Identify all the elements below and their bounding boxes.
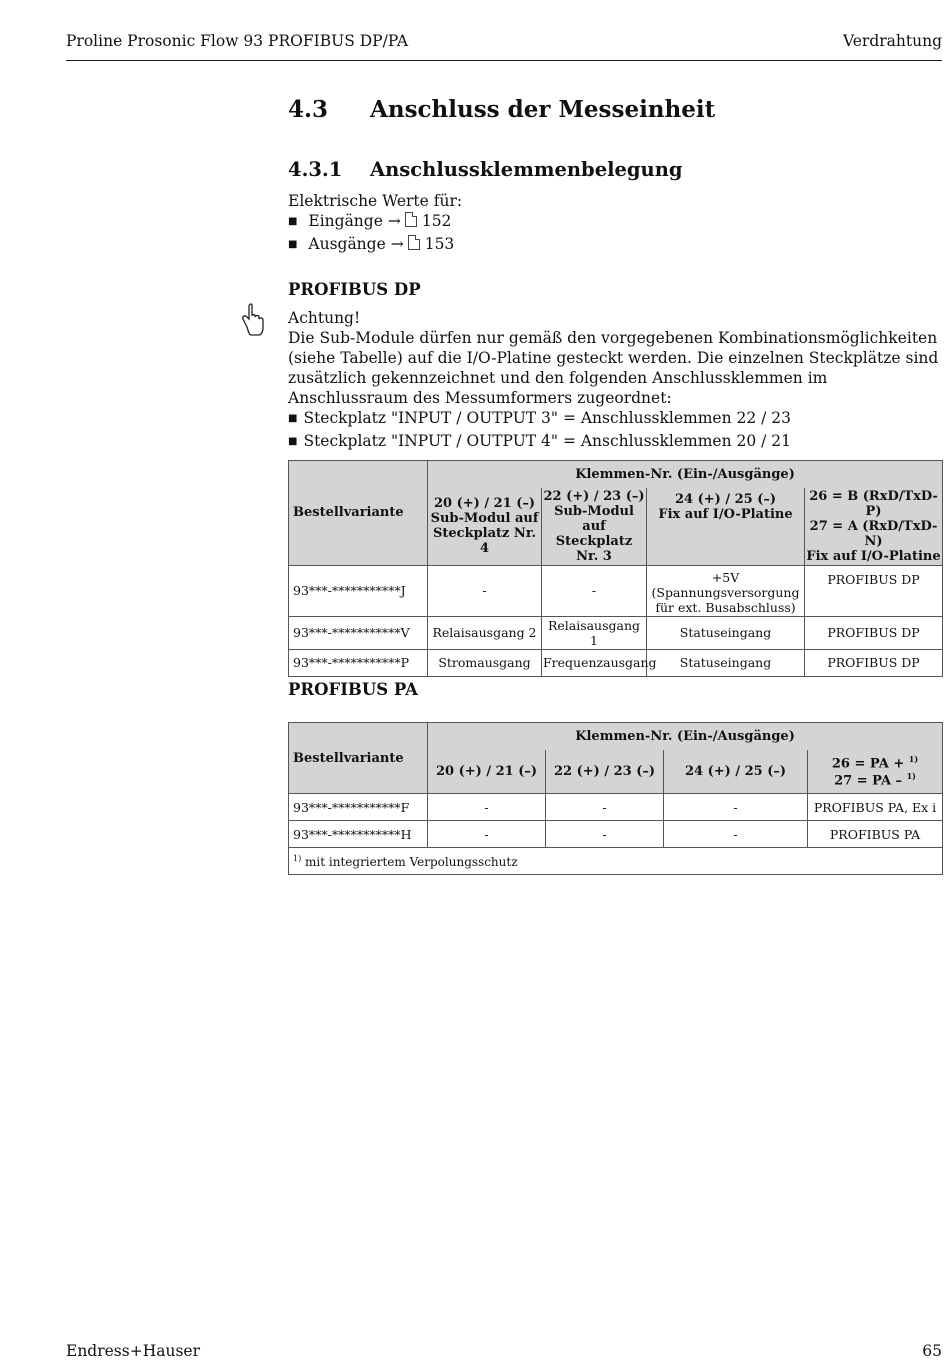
- profibus-pa-table: [288, 722, 943, 875]
- table-cell: PROFIBUS DP: [805, 649, 943, 676]
- table-cell: Statuseingang: [647, 649, 805, 676]
- subsection-number: 4.3.1: [288, 158, 343, 181]
- header-line: 24 (+) / 25 (–): [674, 491, 777, 507]
- column-header-variant: Bestellvariante: [289, 723, 428, 794]
- table-footnote-row: [289, 848, 943, 875]
- header-line: Fix auf I/O-Platine: [658, 506, 793, 522]
- column-header-terminal-24-25: 24 (+) / 25 (–): [664, 750, 808, 794]
- list-item-label: Ausgänge: [308, 235, 386, 253]
- table-header-row: [289, 461, 943, 488]
- table-cell: -: [546, 821, 664, 848]
- table-cell: Frequenzausgang: [542, 649, 647, 676]
- profibus-dp-table: [288, 460, 943, 677]
- table-cell: -: [428, 794, 546, 821]
- column-header-variant: Bestellvariante: [289, 461, 428, 566]
- column-header-terminal-22-23: 22 (+) / 23 (–): [546, 750, 664, 794]
- table-cell: Relaisausgang 1: [542, 616, 647, 649]
- table-cell: -: [664, 794, 808, 821]
- table-row: [289, 794, 943, 821]
- section-heading: [288, 96, 715, 123]
- pointing-hand-icon: [238, 302, 266, 338]
- table-cell: PROFIBUS PA: [808, 821, 943, 848]
- footnote-marker: 1): [908, 753, 919, 764]
- table-cell: -: [664, 821, 808, 848]
- header-line: 26 = B (RxD/TxD-P): [809, 488, 938, 519]
- section-number: 4.3: [288, 96, 329, 123]
- header-line: Sub-Modul auf: [430, 511, 539, 526]
- footnote-text: mit integriertem Verpolungsschutz: [305, 854, 518, 869]
- header-line: 26 = PA +: [831, 756, 905, 772]
- table-cell: -: [428, 565, 542, 616]
- table-cell: PROFIBUS DP: [805, 616, 943, 649]
- warning-text: Die Sub-Module dürfen nur gemäß den vorgegebenen Kombinationsmöglichkeiten (siehe Tabelle) auf die I/O-Platine gesteckt werden. Die einzelnen Steckplätze sind zusätzlich gekennzeichnet und den folgenden Anschlussklemmen im Anschlussraum des Messumformers zugeordnet:: [288, 329, 939, 407]
- profibus-pa-title: PROFIBUS PA: [288, 680, 418, 699]
- page-reference-link[interactable]: 153: [424, 235, 455, 253]
- list-item: ■ Steckplatz "INPUT / OUTPUT 3" = Anschlussklemmen 22 / 23: [288, 408, 943, 431]
- list-item: [288, 211, 938, 234]
- list-item: ■ Steckplatz "INPUT / OUTPUT 4" = Anschlussklemmen 20 / 21: [288, 431, 943, 454]
- profibus-dp-title: PROFIBUS DP: [288, 280, 421, 299]
- order-variant-cell: 93***-***********P: [289, 649, 428, 676]
- running-header-title: Proline Prosonic Flow 93 PROFIBUS DP/PA: [66, 32, 409, 50]
- column-header-terminal-24-25: [647, 488, 805, 566]
- header-rule: [66, 60, 942, 61]
- order-variant-cell: 93***-***********H: [289, 821, 428, 848]
- order-variant-cell: 93***-***********V: [289, 616, 428, 649]
- warning-notice: [288, 308, 943, 454]
- table-cell: Relaisausgang 2: [428, 616, 542, 649]
- column-header-terminal-22-23: [542, 488, 647, 566]
- header-line: Steckplatz Nr. 4: [432, 526, 537, 556]
- table-cell: PROFIBUS DP: [805, 565, 943, 616]
- table-header-row: [289, 723, 943, 750]
- header-line: 27 = A (RxD/TxD-N): [809, 518, 938, 549]
- table-row: [289, 616, 943, 649]
- table-row: [289, 649, 943, 676]
- footer-brand: Endress+Hauser: [66, 1342, 200, 1360]
- table-cell: Stromausgang: [428, 649, 542, 676]
- arrow-icon: →: [387, 212, 401, 230]
- header-line: Sub-Modul auf: [554, 503, 634, 534]
- section-title: Anschluss der Messeinheit: [370, 96, 716, 123]
- order-variant-cell: 93***-***********J: [289, 565, 428, 616]
- order-variant-cell: 93***-***********F: [289, 794, 428, 821]
- header-line: Fix auf I/O-Platine: [806, 548, 941, 564]
- subsection-title: Anschlussklemmenbelegung: [370, 158, 683, 181]
- header-line: 20 (+) / 21 (–): [433, 496, 536, 511]
- list-item: [288, 234, 938, 257]
- page-reference-icon: [405, 212, 417, 227]
- table-cell: PROFIBUS PA, Ex i: [808, 794, 943, 821]
- footnote-marker: 1): [293, 853, 302, 863]
- table-row: [289, 821, 943, 848]
- header-line: Steckplatz Nr. 3: [555, 533, 633, 564]
- table-footnote: [289, 848, 943, 875]
- table-row: [289, 565, 943, 616]
- table-cell: [647, 565, 805, 616]
- footnote-marker: 1): [906, 771, 916, 782]
- page-number: 65: [922, 1342, 942, 1360]
- column-header-terminal-20-21: 20 (+) / 21 (–): [428, 750, 546, 794]
- table-cell: -: [546, 794, 664, 821]
- table-cell: -: [542, 565, 647, 616]
- column-header-terminal-20-21: [428, 488, 542, 566]
- table-cell: Statuseingang: [647, 616, 805, 649]
- list-item-label: Eingänge: [308, 212, 383, 230]
- running-header-chapter: Verdrahtung: [842, 32, 942, 50]
- header-line: 22 (+) / 23 (–): [543, 488, 645, 504]
- page-reference-link[interactable]: 152: [421, 212, 452, 230]
- arrow-icon: →: [390, 235, 404, 253]
- column-header-terminal-26-27: [808, 750, 943, 794]
- page-reference-icon: [408, 235, 420, 250]
- column-group-header: Klemmen-Nr. (Ein-/Ausgänge): [428, 461, 943, 488]
- column-group-header: Klemmen-Nr. (Ein-/Ausgänge): [428, 723, 943, 750]
- cell-line: für ext. Busabschluss): [655, 599, 796, 615]
- cell-line: +5V (Spannungsversorgung: [651, 569, 800, 600]
- header-line: 27 = PA –: [834, 773, 903, 789]
- electrical-values-intro: [288, 191, 938, 257]
- table-cell: -: [428, 821, 546, 848]
- column-header-terminal-26-27: [805, 488, 943, 566]
- subsection-heading: [288, 158, 683, 181]
- warning-title: Achtung!: [288, 309, 361, 327]
- intro-lead: Elektrische Werte für:: [288, 192, 463, 210]
